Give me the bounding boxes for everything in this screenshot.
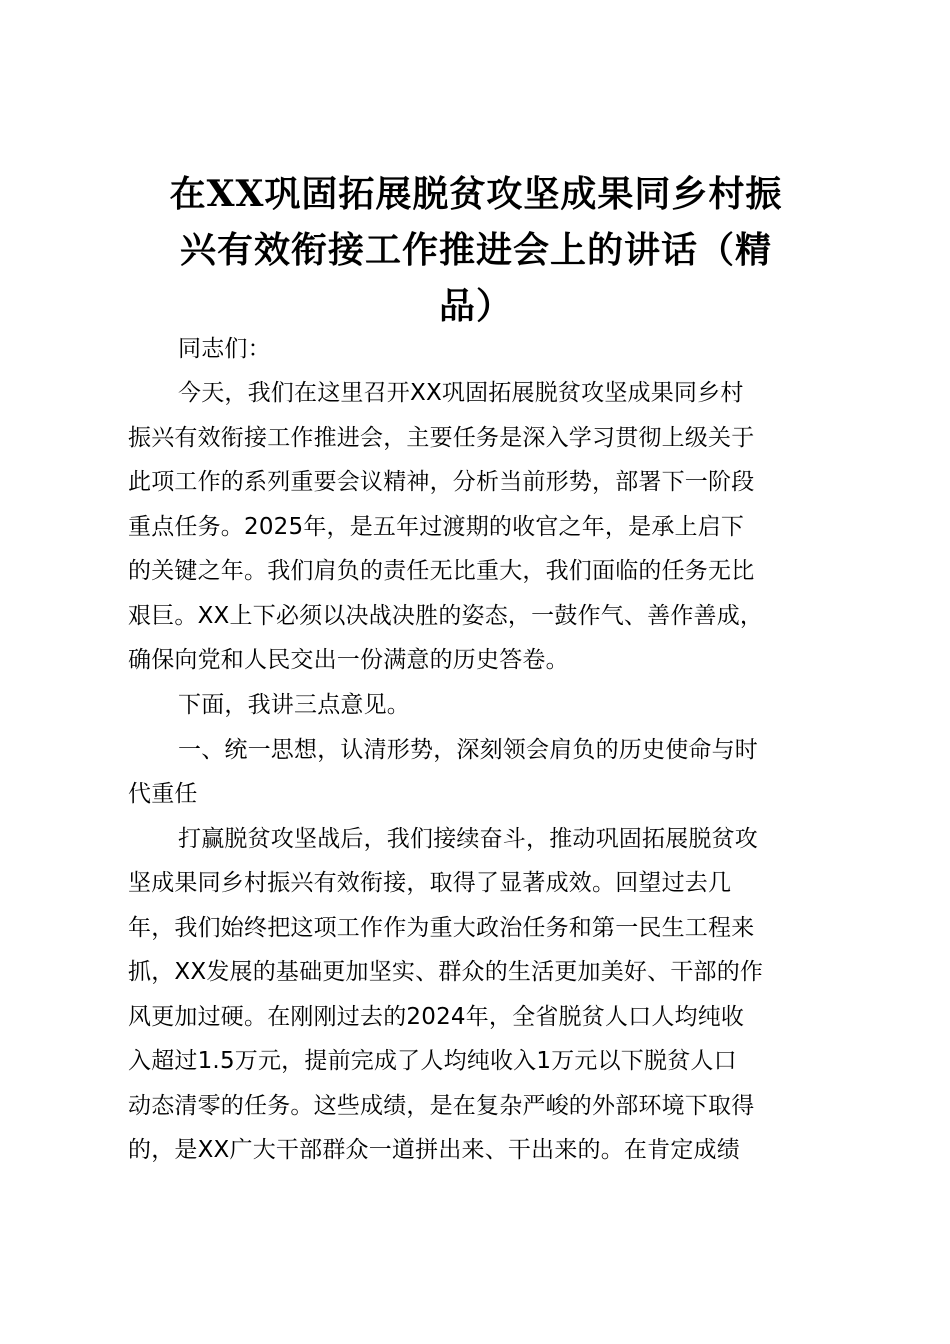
- paragraph-3-line-3: 年，我们始终把这项工作作为重大政治任务和第一民生工程来: [128, 915, 755, 941]
- paragraph-3-line-1: 打赢脱贫攻坚战后，我们接续奋斗，推动巩固拓展脱贫攻: [178, 826, 758, 852]
- paragraph-3-line-6: 入超过1.5万元，提前完成了人均纯收入1万元以下脱贫人口: [128, 1048, 737, 1074]
- paragraph-3-line-4: 抓，XX发展的基础更加坚实、群众的生活更加美好、干部的作: [128, 959, 764, 985]
- paragraph-3-line-2: 坚成果同乡村振兴有效衔接，取得了显著成效。回望过去几: [128, 870, 732, 896]
- section-heading-1-line-2: 代重任: [128, 781, 198, 807]
- paragraph-3-line-5: 风更加过硬。在刚刚过去的2024年，全省脱贫人口人均纯收: [128, 1004, 745, 1030]
- paragraph-1-line-4: 重点任务。2025年，是五年过渡期的收官之年，是承上启下: [128, 514, 745, 540]
- section-heading-1-line-1: 一、统一思想，认清形势，深刻领会肩负的历史使命与时: [178, 737, 758, 763]
- paragraph-3-line-7: 动态清零的任务。这些成绩，是在复杂严峻的外部环境下取得: [128, 1093, 755, 1119]
- paragraph-1-line-5: 的关键之年。我们肩负的责任无比重大，我们面临的任务无比: [128, 558, 755, 584]
- salutation: 同志们：: [178, 336, 271, 362]
- paragraph-1-line-7: 确保向党和人民交出一份满意的历史答卷。: [128, 647, 569, 673]
- paragraph-3-line-8: 的，是XX广大干部群众一道拼出来、干出来的。在肯定成绩: [128, 1137, 740, 1163]
- paragraph-1-line-3: 此项工作的系列重要会议精神，分析当前形势，部署下一阶段: [128, 469, 755, 495]
- document-title: [126, 166, 826, 334]
- title-line-2: 兴有效衔接工作推进会上的讲话（精: [179, 229, 772, 271]
- paragraph-1-line-6: 艰巨。XX上下必须以决战决胜的姿态，一鼓作气、善作善成，: [128, 603, 764, 629]
- paragraph-1-line-1: 今天，我们在这里召开XX巩固拓展脱贫攻坚成果同乡村: [178, 380, 744, 406]
- paragraph-1-line-2: 振兴有效衔接工作推进会，主要任务是深入学习贯彻上级关于: [128, 425, 755, 451]
- paragraph-2-line-1: 下面，我讲三点意见。: [178, 692, 410, 718]
- title-line-3: 品）: [438, 285, 513, 327]
- title-line-1: 在XX巩固拓展脱贫攻坚成果同乡村振: [169, 173, 783, 215]
